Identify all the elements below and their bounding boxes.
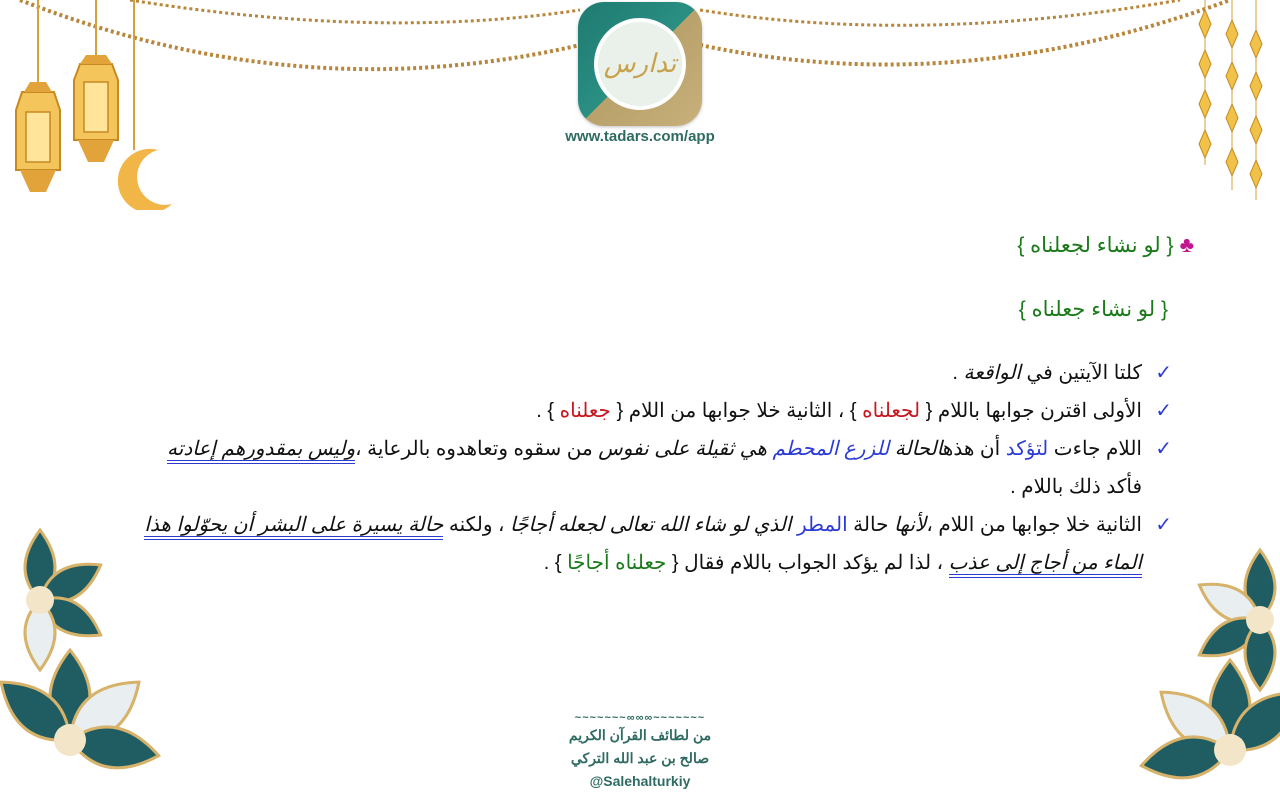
lantern-icon bbox=[16, 82, 60, 192]
hanging-ornament-icon bbox=[1199, 0, 1262, 200]
point-text: ، ولكنه bbox=[443, 514, 511, 536]
ayah-text-first: { لو نشاء لجعلناه } bbox=[1017, 234, 1174, 257]
point-item bbox=[142, 430, 1172, 506]
point-text: } . bbox=[543, 552, 568, 574]
quoted-phrase: جعلناه أجاجًا bbox=[567, 552, 667, 574]
point-text: اللام جاءت bbox=[1048, 438, 1142, 460]
ayah-heading-first bbox=[1017, 232, 1194, 258]
footer-author: صالح بن عبد الله التركي bbox=[570, 750, 710, 766]
highlight-phrase: للزرع المحطم bbox=[772, 438, 890, 460]
checkmark-icon: ✓ bbox=[1155, 400, 1172, 422]
quoted-word: لجعلناه bbox=[862, 400, 921, 422]
emphasis-word: لأنها bbox=[894, 514, 927, 536]
points-list bbox=[142, 354, 1172, 582]
point-text: الأولى اقترن جوابها باللام { bbox=[920, 400, 1142, 422]
point-text: الثانية خلا جوابها من اللام ، bbox=[926, 514, 1142, 536]
logo-text: تدارس bbox=[603, 49, 677, 79]
point-text: ، لذا لم يؤكد الجواب باللام فقال { bbox=[666, 552, 949, 574]
point-item bbox=[142, 392, 1172, 430]
crescent-icon bbox=[118, 149, 172, 210]
logo-ring bbox=[594, 18, 686, 110]
underlined-phrase: وليس بمقدورهم إعادته bbox=[167, 438, 355, 464]
point-text: كلتا الآيتين في bbox=[1021, 362, 1142, 384]
point-text: } ، الثانية خلا جوابها من اللام { bbox=[610, 400, 863, 422]
point-text: فأكد ذلك باللام . bbox=[1010, 476, 1142, 498]
highlight-word: المطر bbox=[796, 514, 848, 536]
point-item bbox=[142, 506, 1172, 582]
point-text: أن هذه bbox=[942, 438, 1006, 460]
footer-signature bbox=[540, 712, 740, 793]
site-url-link[interactable]: www.tadars.com/app bbox=[565, 128, 715, 145]
ayah-heading-second: { لو نشاء جعلناه } bbox=[1018, 298, 1168, 321]
lantern-icon bbox=[74, 55, 118, 162]
highlight-word: لتؤكد bbox=[1005, 438, 1049, 460]
point-text: . bbox=[952, 362, 964, 384]
point-text: من سقوه وتعاهدوه بالرعاية ، bbox=[355, 438, 599, 460]
club-bullet-icon: ♣ bbox=[1179, 232, 1194, 257]
quoted-word: جعلناه bbox=[559, 400, 611, 422]
point-text: حالة bbox=[847, 514, 895, 536]
footer-title: من لطائف القرآن الكريم bbox=[568, 727, 712, 743]
emphasis-phrase: الذي لو شاء الله تعالى لجعله أجاجًا bbox=[510, 514, 797, 536]
point-text: } . bbox=[536, 400, 560, 422]
point-item bbox=[142, 354, 1172, 392]
underlined-phrase: حالة يسيرة على البشر أن يحوّلوا هذا الماء من أجاج إلى عذب bbox=[144, 514, 1142, 578]
footer-handle[interactable]: @Salehalturkiy bbox=[589, 773, 691, 789]
checkmark-icon: ✓ bbox=[1155, 438, 1172, 460]
emphasis-phrase: هي ثقيلة على نفوس bbox=[598, 438, 773, 460]
surah-name: الواقعة bbox=[963, 362, 1021, 384]
checkmark-icon: ✓ bbox=[1155, 514, 1172, 536]
app-logo[interactable] bbox=[578, 2, 702, 126]
footer-ornament: ~~~~~~~∞∞∞~~~~~~~ bbox=[574, 712, 706, 724]
emphasis-word: الحالة bbox=[894, 438, 943, 460]
checkmark-icon: ✓ bbox=[1155, 362, 1172, 384]
